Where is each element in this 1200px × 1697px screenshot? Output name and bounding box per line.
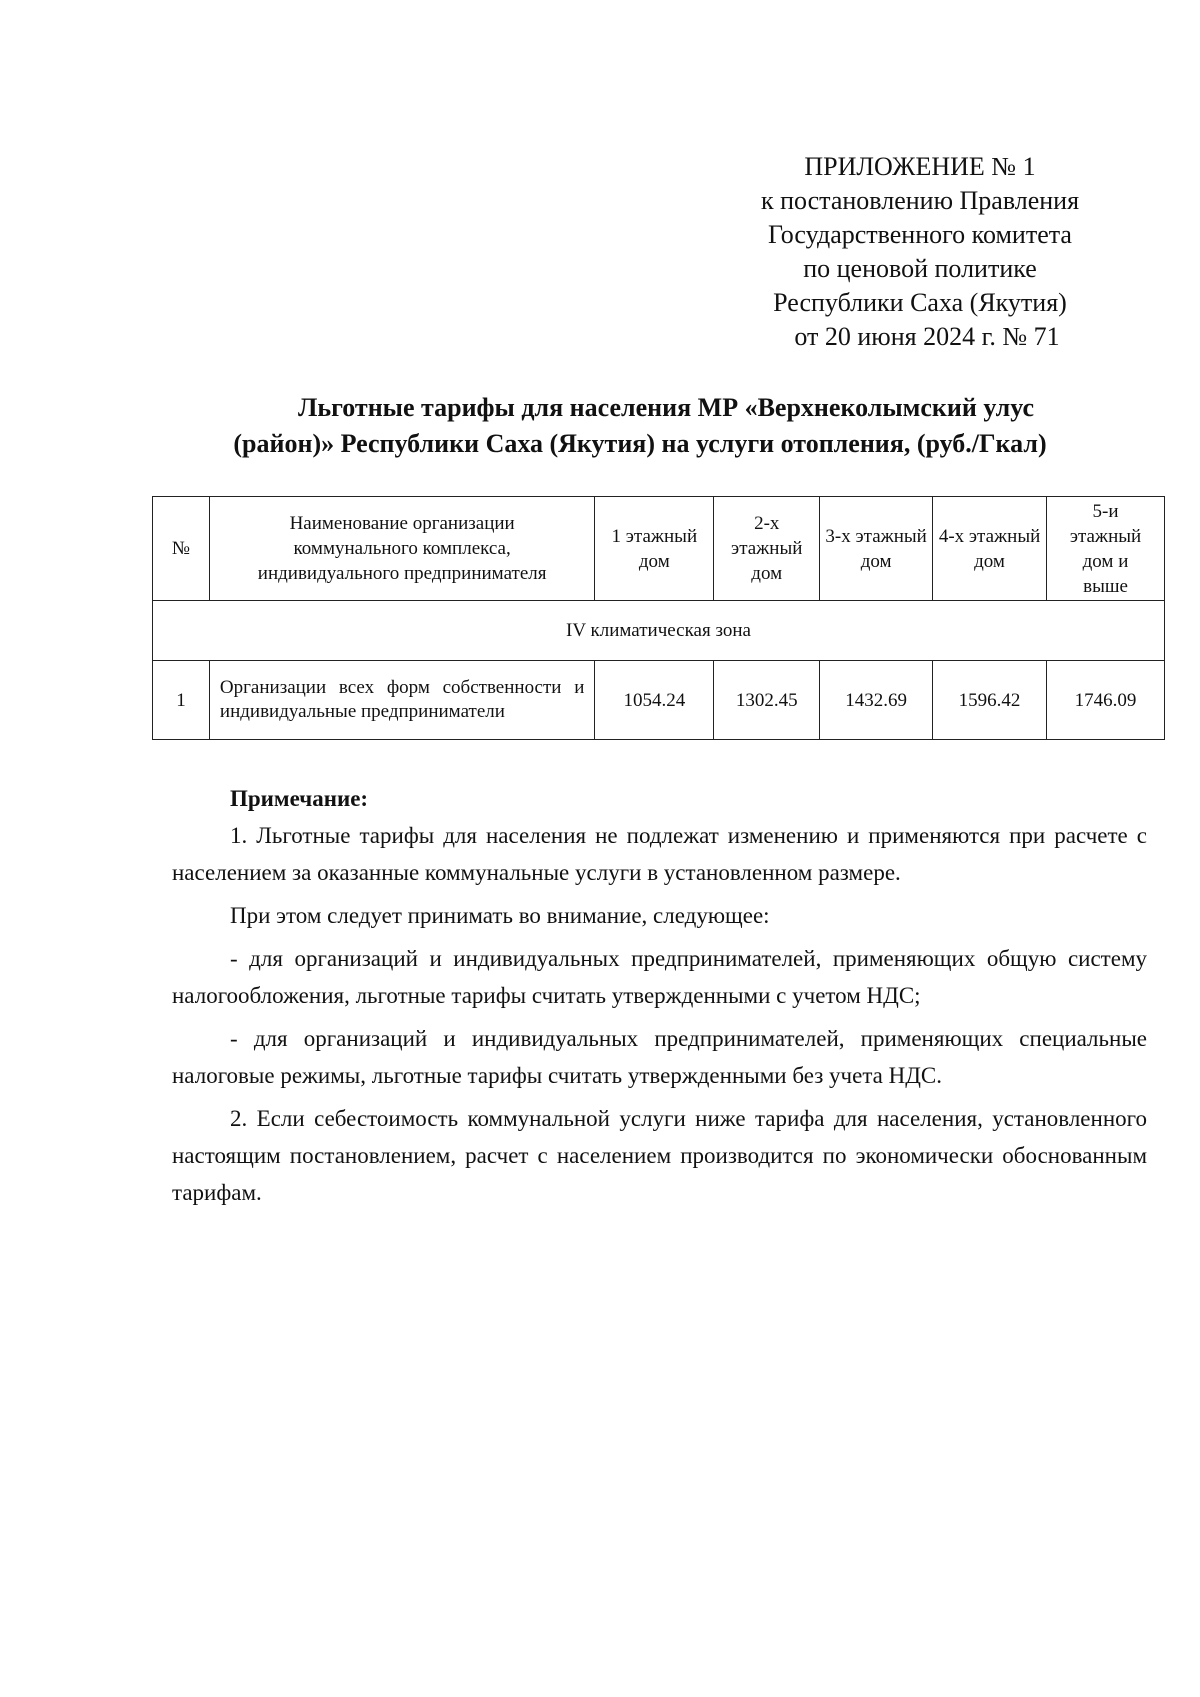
tariff-table <box>152 496 1165 740</box>
header-organization: Наименование организации коммунального комплекса, индивидуального предпринимателя <box>209 497 594 601</box>
tariff-1-floor: 1054.24 <box>595 661 714 740</box>
header-5-floor: 5-и этажный дом и выше <box>1047 497 1165 601</box>
notes-heading: Примечание: <box>230 786 369 811</box>
header-3-floor: 3-х этажный дом <box>820 497 933 601</box>
header-1-floor: 1 этажный дом <box>595 497 714 601</box>
zone-row <box>153 601 1165 661</box>
note-paragraph-3: - для организаций и индивидуальных предпринимателей, применяющих общую систему налогообложения, льготные тарифы считать утвержденными с учетом НДС; <box>172 946 1147 1008</box>
title-line-1: Льготные тарифы для населения МР «Верхнеколымский улус <box>297 393 1035 422</box>
tariff-2-floor: 1302.45 <box>714 661 820 740</box>
tariff-4-floor: 1596.42 <box>933 661 1047 740</box>
row-organization: Организации всех форм собственности и индивидуальные предприниматели <box>209 661 594 740</box>
climate-zone: IV климатическая зона <box>153 601 1165 661</box>
table-row <box>153 661 1165 740</box>
note-paragraph-1: 1. Льготные тарифы для населения не подлежат изменению и применяются при расчете с населением за оказанные коммунальные услуги в установленном размере. <box>172 823 1147 885</box>
row-number: 1 <box>153 661 210 740</box>
table-header-row <box>153 497 1165 601</box>
title-line-2: (район)» Республики Саха (Якутия) на услуги отопления, (руб./Гкал) <box>233 429 1047 458</box>
appendix-line: Государственного комитета <box>768 220 1072 249</box>
note-paragraph-2: При этом следует принимать во внимание, следующее: <box>230 903 770 928</box>
appendix-line: по ценовой политике <box>803 254 1037 283</box>
header-4-floor: 4-х этажный дом <box>933 497 1047 601</box>
appendix-block <box>700 150 1140 354</box>
header-number: № <box>153 497 210 601</box>
notes-section <box>172 780 1147 1211</box>
appendix-line: к постановлению Правления <box>760 186 1080 215</box>
note-paragraph-5: 2. Если себестоимость коммунальной услуги ниже тарифа для населения, установленного настоящим постановлением, расчет с населением производится по экономически обоснованным тарифам. <box>172 1106 1147 1205</box>
header-2-floor: 2-х этажный дом <box>714 497 820 601</box>
appendix-number: ПРИЛОЖЕНИЕ № 1 <box>804 152 1036 181</box>
tariff-3-floor: 1432.69 <box>820 661 933 740</box>
appendix-date: от 20 июня 2024 г. № 71 <box>794 322 1060 351</box>
document-title <box>140 390 1140 462</box>
note-paragraph-4: - для организаций и индивидуальных предпринимателей, применяющих специальные налоговые режимы, льготные тарифы считать утвержденными без учета НДС. <box>172 1026 1147 1088</box>
tariff-5-floor: 1746.09 <box>1047 661 1165 740</box>
appendix-line: Республики Саха (Якутия) <box>773 288 1067 317</box>
